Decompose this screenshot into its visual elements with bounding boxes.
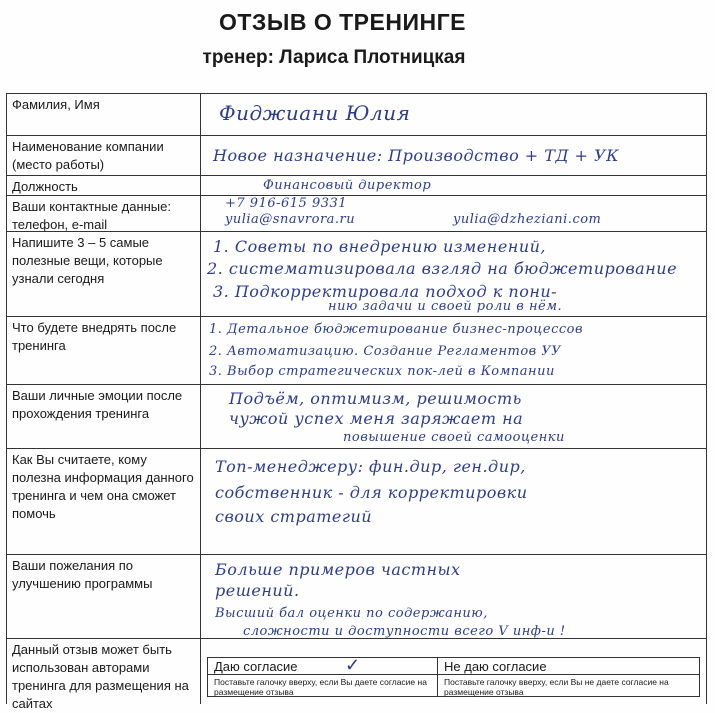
answer-who-line-1: Топ-менеджеру: фин.дир, ген.дир, (215, 457, 526, 476)
answer-phone: +7 916-615 9331 (225, 196, 348, 211)
label-implement: Что будете внедрять после тренинга (7, 317, 201, 384)
answer-name-field[interactable] (203, 94, 706, 135)
answer-useful-line-1: 1. Советы по внедрению изменений, (213, 237, 547, 256)
label-who: Как Вы считаете, кому полезна информация данного тренинга и чем она сможет помочь (7, 449, 201, 554)
answer-who-line-2: собственник - для корректировки (215, 483, 528, 502)
row-who (6, 448, 707, 554)
answer-emotions-line-3: повышение своей самооценки (343, 430, 565, 445)
answer-emotions-line-1: Подъём, оптимизм, решимость (229, 389, 522, 408)
label-company: Наименование компании (место работы) (7, 136, 201, 175)
answer-company: Новое назначение: Производство + ТД + УК (213, 146, 619, 165)
answer-company-field[interactable] (203, 136, 706, 175)
consent-options (207, 657, 700, 697)
answer-contacts-field[interactable] (203, 196, 706, 231)
row-useful (6, 231, 707, 316)
label-emotions: Ваши личные эмоции после прохождения тренинга (7, 385, 201, 448)
checkmark-icon: ✓ (345, 655, 361, 675)
answer-useful-line-4: нию задачи и своей роли в нём. (328, 299, 563, 314)
row-implement (6, 316, 707, 384)
answer-emotions-field[interactable] (203, 385, 706, 448)
page-title: ОТЗЫВ О ТРЕНИНГЕ (218, 9, 466, 35)
answer-wishes-field[interactable] (203, 555, 706, 638)
consent-disagree-heading: Не даю согласие (438, 658, 699, 675)
answer-email-1: yulia@snavrora.ru (225, 212, 356, 227)
feedback-form (6, 93, 707, 711)
row-consent (6, 638, 707, 711)
label-contacts: Ваши контактные данные: телефон, e-mail (7, 196, 201, 231)
consent-disagree-option[interactable] (438, 658, 699, 696)
label-useful: Напишите 3 – 5 самые полезные вещи, которые узнали сегодня (7, 232, 201, 316)
answer-position-field[interactable] (203, 176, 706, 195)
answer-name: Фиджиани Юлия (219, 101, 411, 125)
answer-who-field[interactable] (203, 449, 706, 554)
row-emotions (6, 384, 707, 448)
answer-implement-line-3: 3. Выбор стратегических пок-лей в Компании (209, 364, 555, 379)
consent-agree-note: Поставьте галочку вверху, если Вы даете согласие на размещение отзыва (214, 677, 427, 697)
row-wishes (6, 554, 707, 638)
answer-emotions-line-2: чужой успех меня заряжает на (229, 409, 524, 428)
answer-wishes-line-3: Высший бал оценки по содержанию, (215, 606, 488, 621)
answer-implement-line-2: 2. Автоматизацию. Создание Регламентов УУ (209, 344, 562, 359)
answer-useful-field[interactable] (203, 232, 706, 316)
label-name: Фамилия, Имя (7, 94, 201, 135)
answer-email-2: yulia@dzheziani.com (453, 212, 602, 227)
consent-agree-heading: Даю согласие (208, 658, 437, 675)
row-company (6, 135, 707, 175)
answer-useful-line-2: 2. систематизировала взгляд на бюджетирование (207, 259, 678, 278)
consent-disagree-note: Поставьте галочку вверху, если Вы не даете согласие на размещение отзыва (444, 677, 669, 697)
row-name (6, 93, 707, 135)
answer-implement-field[interactable] (203, 317, 706, 384)
answer-useful-line-3: 3. Подкорректировала подход к пони- (213, 282, 558, 301)
label-wishes: Ваши пожелания по улучшению программы (7, 555, 201, 638)
row-position (6, 175, 707, 195)
answer-wishes-line-2: решений. (215, 581, 300, 600)
label-position: Должность (7, 176, 201, 195)
trainer-subtitle: тренер: Лариса Плотницкая (202, 47, 466, 68)
label-consent: Данный отзыв может быть использован авторами тренинга для размещения на сайтах (7, 639, 201, 704)
consent-area (203, 639, 706, 704)
answer-implement-line-1: 1. Детальное бюджетирование бизнес-процессов (209, 322, 584, 337)
answer-who-line-3: своих стратегий (215, 507, 373, 526)
consent-agree-option[interactable] (208, 655, 438, 697)
answer-wishes-line-1: Больше примеров частных (215, 560, 461, 579)
row-contacts (6, 195, 707, 231)
answer-wishes-line-4: сложности и доступности всего V инф-и ! (243, 624, 566, 639)
answer-position: Финансовый директор (263, 178, 432, 193)
